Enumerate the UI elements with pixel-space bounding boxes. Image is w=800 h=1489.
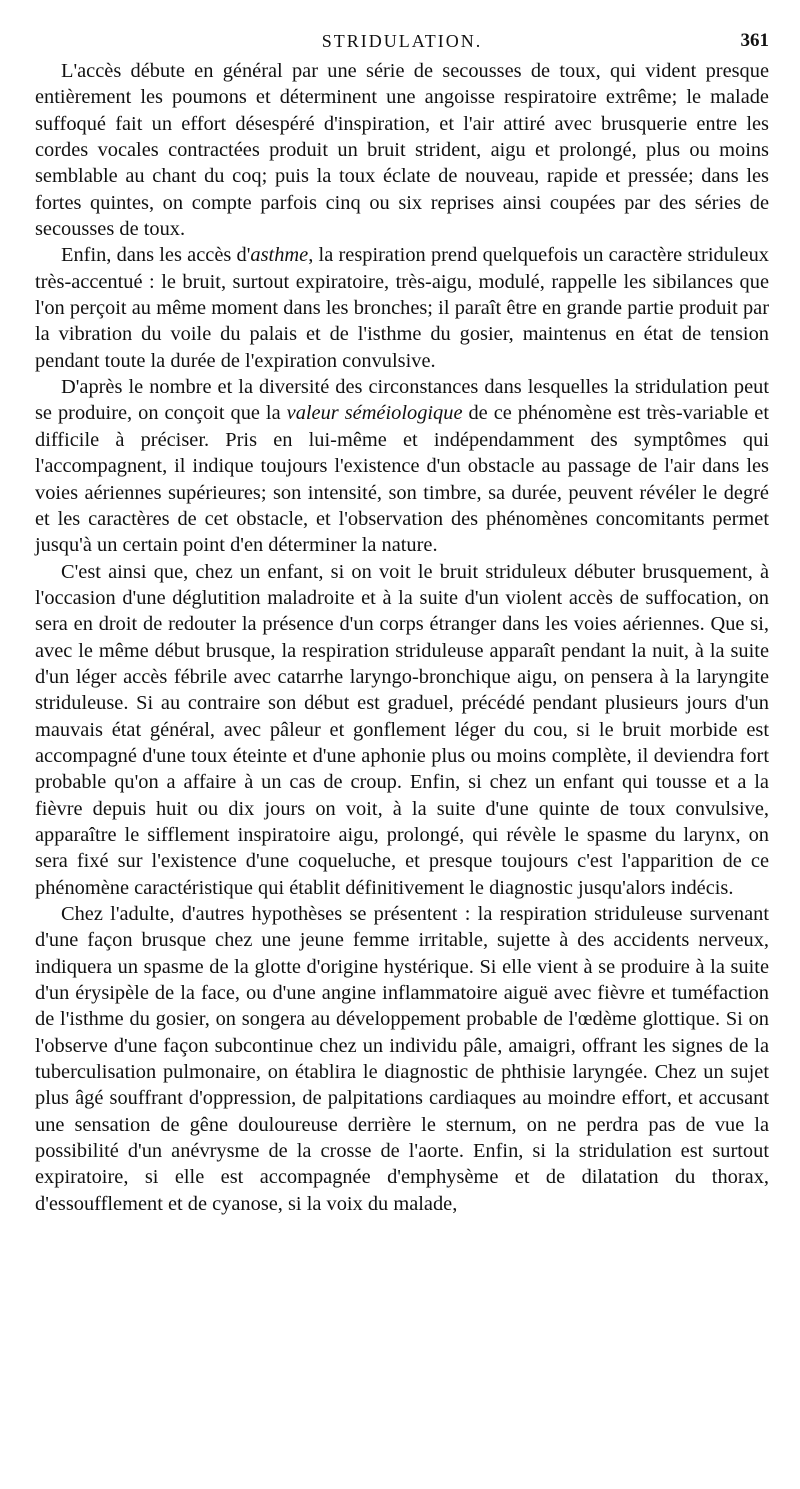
paragraph-adult-cases xyxy=(35,901,769,1217)
page-number: 361 xyxy=(740,30,769,51)
paragraph-text: Enfin, dans les accès d' xyxy=(61,244,251,267)
paragraph-text: D'après le nombre et la diversité des circonstances dans lesquelles la stridulation peut se produire, on conçoit que la xyxy=(35,376,769,425)
book-page xyxy=(35,28,769,1217)
body-text xyxy=(35,58,769,1217)
paragraph-text: Chez l'adulte, d'autres hypothèses se présentent : la respiration striduleuse survenant d'une façon brusque chez une jeune femme irritable, sujette à des accidents nerveux, indiquera un spasme de la glotte d'origine hystérique. Si elle vient à se produire à la suite d'un érysipèle de la face, ou d'une angine inflammatoire aiguë avec fièvre et tuméfaction de l'isthme du gosier, on songera au développement probable de l'œdème glottique. Si on l'observe d'une façon subcontinue chez un individu pâle, amaigri, offrant les signes de la tuberculisation pulmonaire, on établira le diagnostic de phthisie laryngée. Chez un sujet plus âgé souffrant d'oppression, de palpitations cardiaques au moindre effort, et accusant une sensation de gêne douloureuse derrière le sternum, on ne perdra pas de vue la possibilité d'un anévrysme de la crosse de l'aorte. Enfin, si la stridulation est surtout expiratoire, si elle est accompagnée d'emphysème et de dilatation du thorax, d'essoufflement et de cyanose, si la voix du malade, xyxy=(35,903,769,1215)
italic-term: valeur séméiologique xyxy=(286,402,463,425)
paragraph-child-cases xyxy=(35,559,769,901)
paragraph-text: , la respiration prend quelquefois un caractère striduleux très-accentué : le bruit, surtout expiratoire, très-aigu, modulé, rappelle les sibilances que l'on perçoit au même moment dans les bronches; il paraît être en grande partie produit par la vibration du voile du palais et de l'isthme du gosier, maintenus en état de tension pendant toute la durée de l'expiration convulsive. xyxy=(35,244,769,372)
paragraph-access-description xyxy=(35,58,769,242)
running-title: STRIDULATION. xyxy=(321,31,483,51)
paragraph-text: L'accès débute en général par une série de secousses de toux, qui vident presque entièrement les poumons et déterminent une angoisse respiratoire extrême; le malade suffoqué fait un effort désespéré d'inspiration, et l'air attiré avec brusquerie entre les cordes vocales contractées produit un bruit strident, aigu et prolongé, plus ou moins semblable au chant du coq; puis la toux éclate de nouveau, rapide et pressée; dans les fortes quintes, on compte parfois cinq ou six reprises ainsi coupées par des séries de secousses de toux. xyxy=(35,60,769,241)
paragraph-text: C'est ainsi que, chez un enfant, si on voit le bruit striduleux débuter brusquement, à l'occasion d'une déglutition maladroite et à la suite d'un violent accès de suffocation, on sera en droit de redouter la présence d'un corps étranger dans les voies aériennes. Que si, avec le même début brusque, la respiration striduleuse apparaît pendant la nuit, à la suite d'un léger accès fébrile avec catarrhe laryngo-bronchique aigu, on pensera à la laryngite striduleuse. Si au contraire son début est graduel, précédé pendant plusieurs jours d'un mauvais état général, avec pâleur et gonflement léger du cou, si le bruit morbide est accompagné d'une toux éteinte et d'une aphonie plus ou moins complète, il deviendra fort probable qu'on a affaire à un cas de croup. Enfin, si chez un enfant qui tousse et a la fièvre depuis huit ou dix jours on voit, à la suite d'une quinte de toux convulsive, apparaître le sifflement inspiratoire aigu, prolongé, qui révèle le spasme du larynx, on sera fixé sur l'existence d'une coqueluche, et presque toujours c'est l'apparition de ce phénomène caractéristique qui établit définitivement le diagnostic jusqu'alors indécis. xyxy=(35,560,769,899)
running-header xyxy=(35,28,769,58)
italic-term: asthme xyxy=(250,244,309,267)
paragraph-semeiological-value xyxy=(35,374,769,558)
paragraph-text: de ce phénomène est très-variable et difficile à préciser. Pris en lui-même et indépendamment des symptômes qui l'accompagnent, il indique toujours l'existence d'un obstacle au passage de l'air dans les voies aériennes supérieures; son intensité, son timbre, sa durée, peuvent révéler le degré et les caractères de cet obstacle, et l'observation des phénomènes concomitants permet jusqu'à un certain point d'en déterminer la nature. xyxy=(35,402,769,557)
paragraph-asthma xyxy=(35,242,769,374)
